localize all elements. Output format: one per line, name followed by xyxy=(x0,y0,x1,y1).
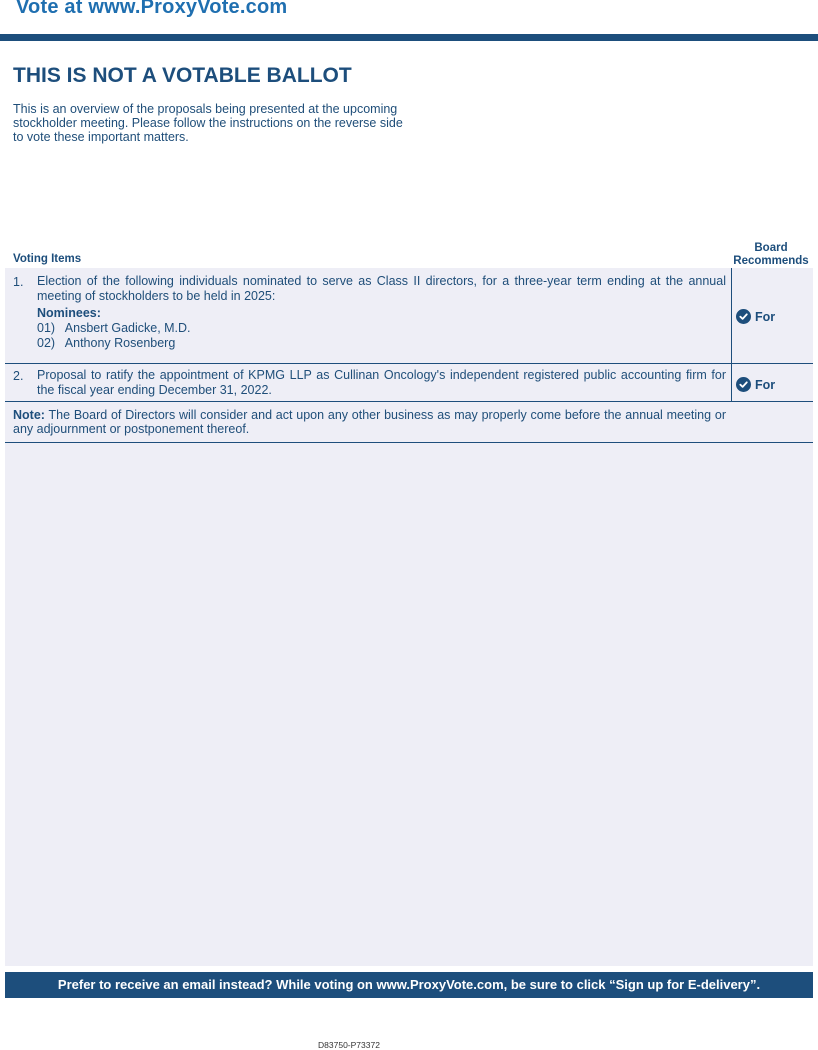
note-text xyxy=(13,408,726,436)
recommendation-label: For xyxy=(755,377,776,392)
nominees-label: Nominees: xyxy=(37,306,101,320)
voting-item-row xyxy=(5,268,813,364)
board-recommendation xyxy=(736,309,811,324)
item-description: Proposal to ratify the appointment of KPMG LLP as Cullinan Oncology's independent registered public accounting firm for the fiscal year ending December 31, 2022. xyxy=(37,368,726,397)
item-text xyxy=(37,274,726,351)
check-circle-icon xyxy=(736,309,751,324)
item-description: Election of the following individuals nominated to serve as Class II directors, for a three-year term ending at the annual meeting of stockholders to be held in 2025: xyxy=(37,274,726,303)
board-recommendation xyxy=(736,377,811,392)
item-number: 1. xyxy=(13,275,24,289)
nominee-item: 01) Ansbert Gadicke, M.D. xyxy=(37,321,191,335)
column-divider xyxy=(731,268,732,363)
board-recommends-label xyxy=(730,242,812,268)
note-label: Note: xyxy=(13,408,45,422)
board-label-line1: Board xyxy=(754,242,788,254)
intro-paragraph: This is an overview of the proposals being presented at the upcoming stockholder meeting. Please follow the instructions on the reverse side to vote these important matters. xyxy=(13,102,403,144)
e-delivery-banner: Prefer to receive an email instead? While voting on www.ProxyVote.com, be sure to click “Sign up for E-delivery”. xyxy=(5,972,813,998)
document-code: D83750-P73372 xyxy=(318,1040,380,1050)
header-title: Vote at www.ProxyVote.com xyxy=(16,0,288,18)
ballot-heading: THIS IS NOT A VOTABLE BALLOT xyxy=(13,64,352,87)
header-divider-bar xyxy=(0,34,818,41)
recommendation-label: For xyxy=(755,309,776,324)
note-row xyxy=(5,402,813,443)
note-body: The Board of Directors will consider and act upon any other business as may properly come before the annual meeting or any adjournment or postponement thereof. xyxy=(13,408,726,436)
nominee-item: 02) Anthony Rosenberg xyxy=(37,336,176,350)
voting-item-row xyxy=(5,364,813,402)
board-label-line2: Recommends xyxy=(733,255,809,267)
voting-items-label: Voting Items xyxy=(13,253,82,265)
column-divider xyxy=(731,364,732,401)
item-number: 2. xyxy=(13,369,24,383)
check-circle-icon xyxy=(736,377,751,392)
